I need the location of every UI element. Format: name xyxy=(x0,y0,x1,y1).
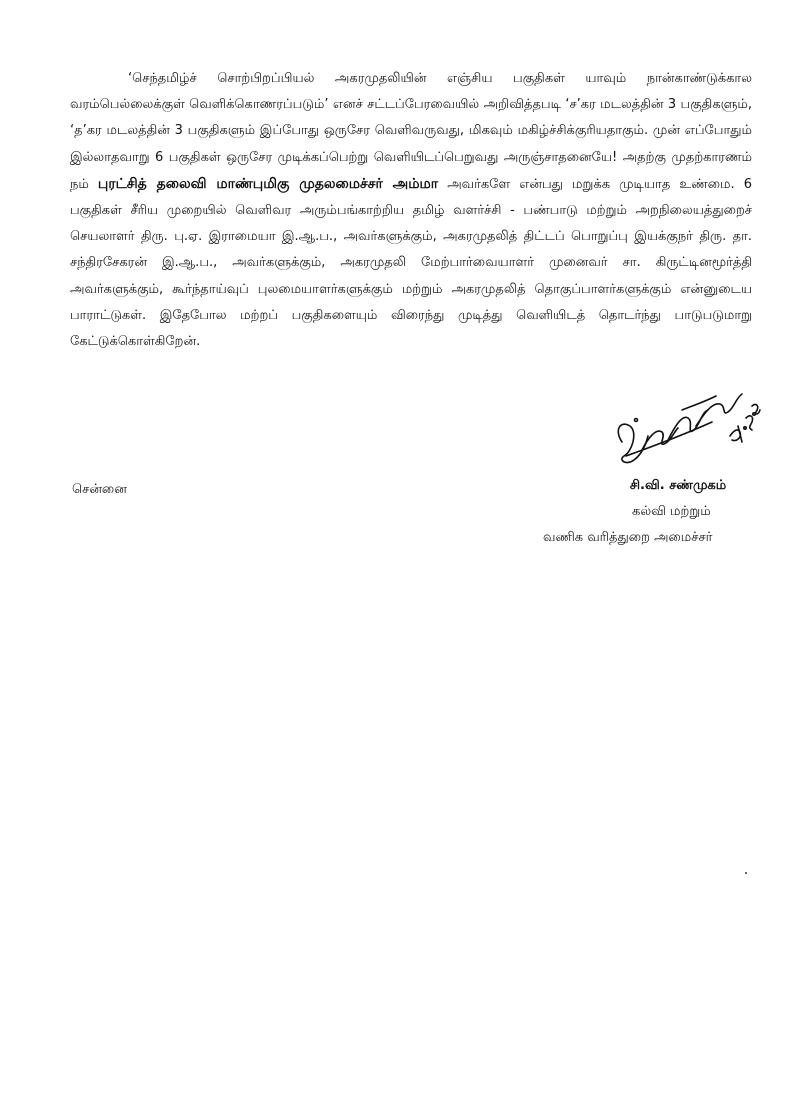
signatory-title-line2: வணிக வரித்துறை அமைச்சர் xyxy=(543,530,713,545)
scan-dot xyxy=(745,872,747,874)
message-paragraph xyxy=(70,66,752,355)
paragraph-text-part1: ‘செந்தமிழ்ச் சொற்பிறப்பியல் அகரமுதலியின் எஞ்சிய பகுதிகள் யாவும் நான்காண்டுக்கால வரம்பெல்லைக்குள் வெளிக்கொணரப்படும்’ எனச் சட்டப்பேரவையில் அறிவித்தபடி ‘ச’கர மடலத்தின் 3 பகுதிகளும், ‘த’கர மடலத்தின் 3 பகுதிகளும் இப்போது ஒருசேர வெளிவருவது, மிகவும் மகிழ்ச்சிக்குரியதாகும். முன் எப்போதும் இல்லாதவாறு 6 பகுதிகள் ஒருசேர முடிக்கப்பெற்று வெளியிடப்பெறுவது அருஞ்சாதனையே! அதற்கு முதற்காரணம் நம் xyxy=(70,71,752,192)
handwritten-signature xyxy=(612,380,762,472)
signatory-title-line1: கல்வி மற்றும் xyxy=(632,504,711,519)
place-name: சென்னை xyxy=(72,482,127,497)
paragraph-text-part2: அவர்களே என்பது மறுக்க முடியாத உண்மை. 6 பகுதிகள் சீரிய முறையில் வெளிவர அரும்பங்காற்றிய தமிழ் வளர்ச்சி - பண்பாடு மற்றும் அறநிலையத்துறைச் செயலாளர் திரு. பு.ஏ. இராமையா இ.ஆ.ப., அவர்களுக்கும், அகரமுதலித் திட்டப் பொறுப்பு இயக்குநர் திரு. தா. சந்திரசேகரன் இ.ஆ.ப., அவர்களுக்கும், அகரமுதலி மேற்பார்வையாளர் முனைவர் சா. கிருட்டினமூர்த்தி அவர்களுக்கும், கூர்ந்தாய்வுப் புலமையாளர்களுக்கும் மற்றும் அகரமுதலித் தொகுப்பாளர்களுக்கும் என்னுடைய பாராட்டுகள். இதேபோல மற்றப் பகுதிகளையும் விரைந்து முடித்து வெளியிடத் தொடர்ந்து பாடுபடுமாறு கேட்டுக்கொள்கிறேன். xyxy=(70,176,753,350)
signatory-name: சி.வி. சண்முகம் xyxy=(629,478,727,493)
paragraph-highlight: புரட்சித் தலைவி மாண்புமிகு முதலமைச்சர் அம்மா xyxy=(97,175,439,192)
